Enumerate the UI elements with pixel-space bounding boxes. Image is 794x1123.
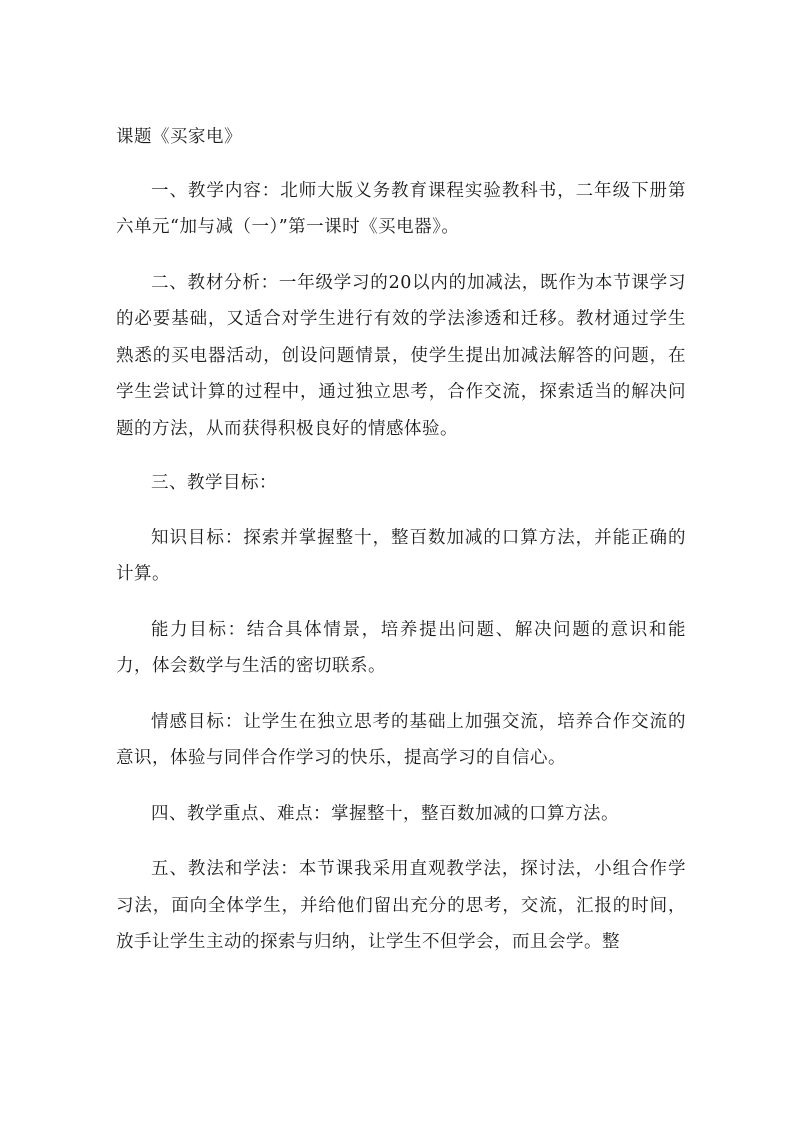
paragraph-key-points: 四、教学重点、难点：掌握整十，整百数加减的口算方法。 bbox=[151, 803, 619, 824]
paragraph-knowledge-goal: 知识目标：探索并掌握整十，整百数加减的口算方法，并能正确的计算。 bbox=[116, 527, 686, 584]
document-title: 课题《买家电》 bbox=[116, 127, 242, 147]
document-body bbox=[116, 119, 686, 961]
paragraph-teaching-methods: 五、教法和学法：本节课我采用直观教学法，探讨法，小组合作学习法，面向全体学生，并给他们留出充分的思考，交流，汇报的时间，放手让学生主动的探索与归纳，让学生不但学会，而且会学。整 bbox=[116, 859, 686, 952]
paragraph-teaching-goals-heading: 三、教学目标： bbox=[151, 473, 277, 493]
paragraph-teaching-content: 一、教学内容：北师大版义务教育课程实验教科书，二年级下册第六单元“加与减（一）”第一课时《买电器》。 bbox=[116, 180, 686, 237]
paragraph-ability-goal: 能力目标：结合具体情景，培养提出问题、解决问题的意识和能力，体会数学与生活的密切联系。 bbox=[116, 619, 686, 676]
paragraph-emotion-goal: 情感目标：让学生在独立思考的基础上加强交流，培养合作交流的意识，体验与同伴合作学习的快乐，提高学习的自信心。 bbox=[116, 711, 686, 768]
paragraph-textbook-analysis: 二、教材分析：一年级学习的20以内的加减法，既作为本节课学习的必要基础，又适合对学生进行有效的学法渗透和迁移。教材通过学生熟悉的买电器活动，创设问题情景，使学生提出加减法解答的问题，在学生尝试计算的过程中，通过独立思考，合作交流，探索适当的解决问题的方法，从而获得积极良好的情感体验。 bbox=[116, 272, 686, 439]
